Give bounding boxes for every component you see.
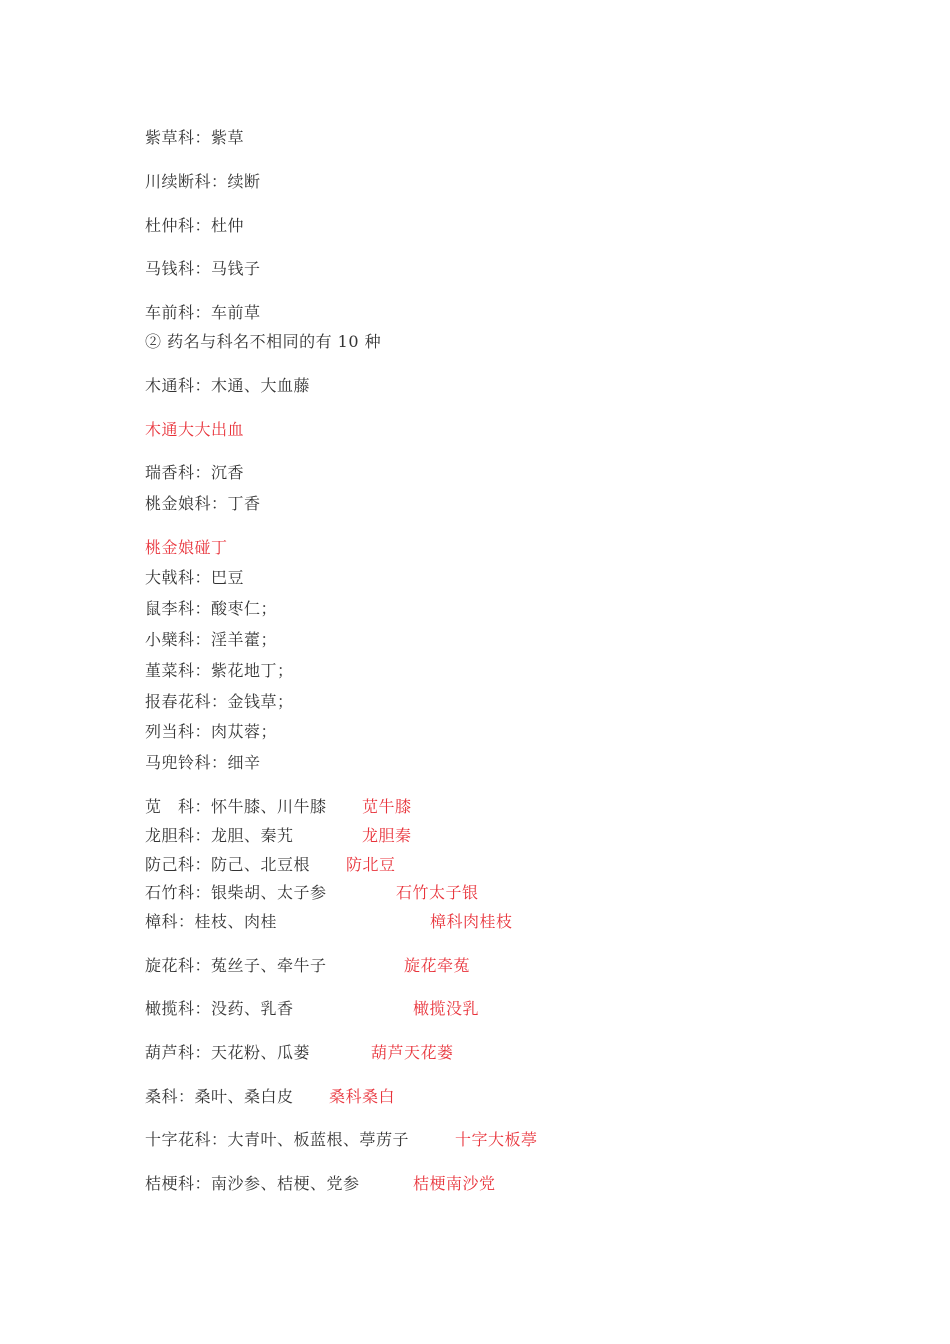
pair-mnemonic: 橄揽没乳 <box>413 999 480 1018</box>
pair-text: 樟科：桂枝、肉桂 <box>145 912 278 931</box>
entry-line: 瑞香科：沉香 <box>145 463 245 482</box>
pair-mnemonic: 樟科肉桂枝 <box>430 912 513 931</box>
pair-text: 龙胆科：龙胆、秦艽 <box>145 826 294 845</box>
entry-line: 大戟科：巴豆 <box>145 568 245 587</box>
entry-line: 列当科：肉苁蓉； <box>145 722 278 741</box>
pair-text: 葫芦科：天花粉、瓜蒌 <box>145 1043 311 1062</box>
entry-line: 堇菜科：紫花地丁； <box>145 661 294 680</box>
entry-line: 木通科：木通、大血藤 <box>145 376 311 395</box>
pair-text: 桑科：桑叶、桑白皮 <box>145 1087 294 1106</box>
entry-line: 杜仲科：杜仲 <box>145 216 245 235</box>
pair-mnemonic: 石竹太子银 <box>396 883 479 902</box>
pair-mnemonic: 桑科桑白 <box>329 1087 396 1106</box>
pair-mnemonic: 旋花牵菟 <box>404 956 471 975</box>
pair-mnemonic: 防北豆 <box>346 855 396 874</box>
pair-text: 石竹科：银柴胡、太子参 <box>145 883 327 902</box>
mnemonic-line: 桃金娘碰丁 <box>145 538 228 557</box>
entry-line: 小檗科：淫羊藿； <box>145 630 278 649</box>
entry-line: 川续断科：续断 <box>145 172 261 191</box>
section-heading: ② 药名与科名不相同的有 10 种 <box>145 332 382 351</box>
mnemonic-line: 木通大大出血 <box>145 420 245 439</box>
pair-text: 十字花科：大青叶、板蓝根、葶苈子 <box>145 1130 410 1149</box>
pair-text: 旋花科：菟丝子、牵牛子 <box>145 956 327 975</box>
pair-mnemonic: 苋牛膝 <box>362 797 412 816</box>
entry-line: 马兜铃科：细辛 <box>145 753 261 772</box>
pair-mnemonic: 桔梗南沙党 <box>413 1174 496 1193</box>
entry-line: 鼠李科：酸枣仁； <box>145 599 278 618</box>
entry-line: 车前科：车前草 <box>145 303 261 322</box>
pair-text: 桔梗科：南沙参、桔梗、党参 <box>145 1174 360 1193</box>
pair-mnemonic: 龙胆秦 <box>362 826 412 845</box>
entry-line: 紫草科：紫草 <box>145 128 245 147</box>
entry-line: 桃金娘科：丁香 <box>145 494 261 513</box>
entry-line: 马钱科：马钱子 <box>145 259 261 278</box>
pair-mnemonic: 葫芦天花蒌 <box>371 1043 454 1062</box>
pair-text: 橄揽科：没药、乳香 <box>145 999 294 1018</box>
pair-text: 苋 科：怀牛膝、川牛膝 <box>145 797 327 816</box>
pair-mnemonic: 十字大板葶 <box>455 1130 538 1149</box>
pair-text: 防己科：防己、北豆根 <box>145 855 311 874</box>
entry-line: 报春花科：金钱草； <box>145 692 294 711</box>
